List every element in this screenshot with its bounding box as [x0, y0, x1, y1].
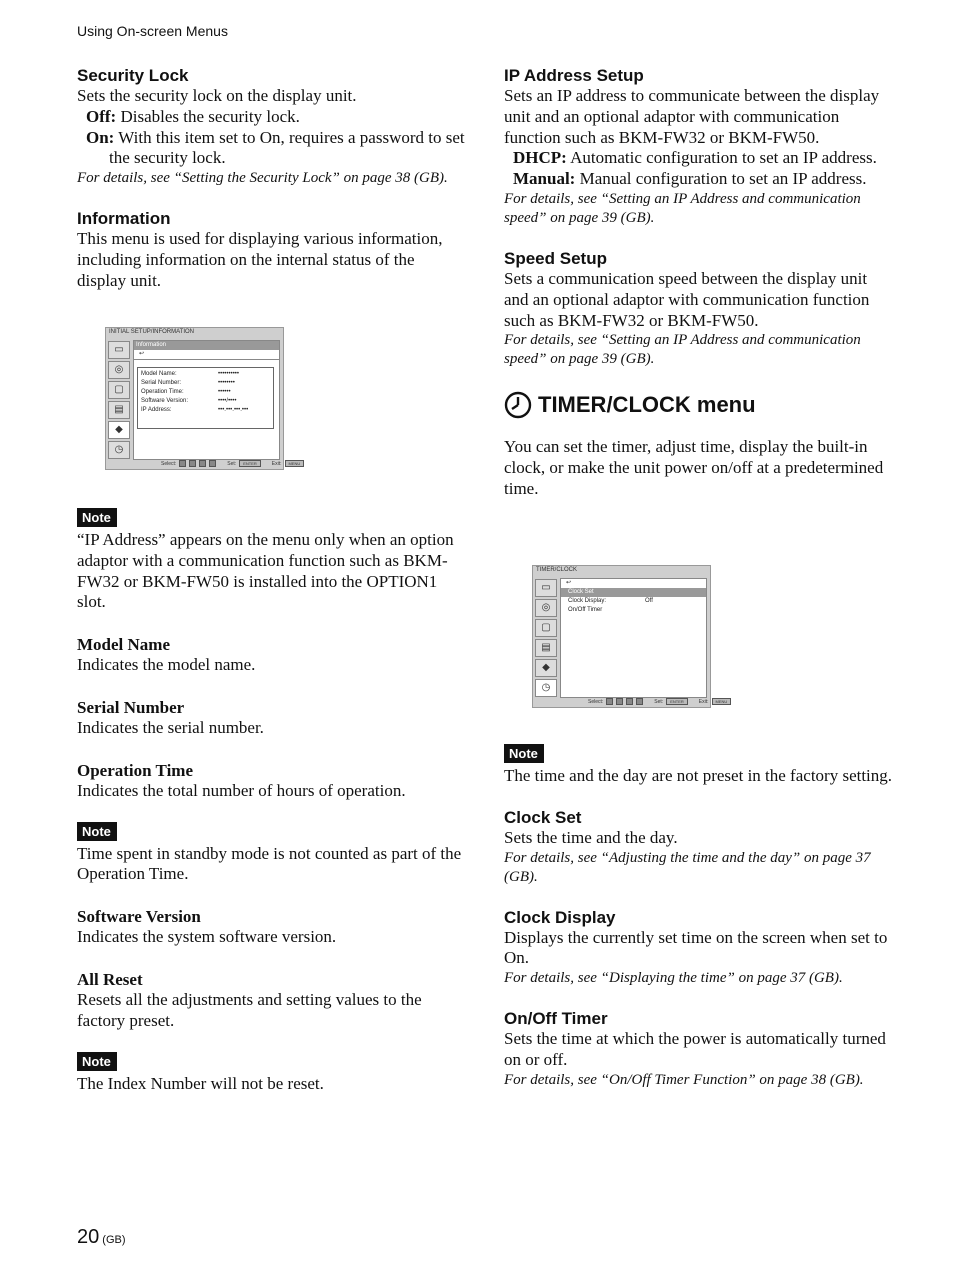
arrow-key-icon — [189, 460, 196, 467]
ip-setup-desc: Sets an IP address to communicate between the display unit and an optional adaptor with communication function such as BKM-FW32 or BKM-FW50. — [504, 86, 880, 147]
osd-tab-column — [535, 578, 557, 699]
clock-display-ref: For details, see “Displaying the time” on page 37 (GB). — [504, 970, 843, 987]
timer-clock-title: TIMER/CLOCK menu — [504, 391, 894, 419]
information-heading: Information — [77, 209, 171, 229]
ip-setup-ref: For details, see “Setting an IP Address and communication speed” on page 39 (GB). — [504, 190, 861, 226]
osd-row: Clock Display: Off — [568, 598, 653, 604]
osd-row: Software Version: ••••/•••• — [141, 398, 237, 404]
security-lock-off: Off: Disables the security lock. — [86, 106, 300, 126]
operation-time-desc: Indicates the total number of hours of operation. — [77, 780, 406, 800]
all-reset-heading: All Reset — [77, 969, 143, 989]
running-header: Using On-screen Menus — [77, 23, 228, 39]
timer-clock-menu-screenshot — [532, 565, 728, 708]
note-badge: Note — [77, 1052, 117, 1071]
arrow-key-icon — [626, 698, 633, 705]
page-number: 20 (GB) — [77, 1226, 126, 1248]
osd-header-label: Information — [134, 341, 279, 350]
model-name-heading: Model Name — [77, 635, 171, 655]
osd-title: INITIAL SETUP/INFORMATION — [109, 329, 195, 335]
information-desc: This menu is used for displaying various information, including information on the internal status of the display unit. — [77, 229, 443, 290]
right-column — [504, 66, 894, 500]
software-version-heading: Software Version — [77, 907, 201, 927]
ip-setup-heading: IP Address Setup — [504, 66, 644, 85]
left-column-lower — [77, 508, 467, 1094]
timer-intro: You can set the timer, adjust time, display the built-in clock, or make the unit power on/off at a predetermined time. — [504, 437, 884, 498]
speed-setup-desc: Sets a communication speed between the display unit and an optional adaptor with communication function such as BKM-FW32 or BKM-FW50. — [504, 268, 870, 330]
osd-row: Model Name: •••••••••• — [141, 371, 240, 377]
ip-setup-dhcp: DHCP: Automatic configuration to set an IP address. — [513, 148, 877, 168]
speed-setup-ref: For details, see “Setting an IP Address and communication speed” on page 39 (GB). — [504, 332, 861, 368]
clock-icon — [504, 391, 532, 419]
arrow-key-icon — [179, 460, 186, 467]
osd-row: On/Off Timer — [568, 607, 603, 613]
audio-tab-icon: ◎ — [535, 599, 557, 617]
clock-tab-icon: ◷ — [535, 679, 557, 697]
setup-tab-icon: ▤ — [535, 639, 557, 657]
arrow-key-icon — [616, 698, 623, 705]
security-lock-desc: Sets the security lock on the display unit. — [77, 86, 357, 105]
operation-time-heading: Operation Time — [77, 760, 194, 780]
osd-footer: Select: Set: ENTER Exit: MENU — [161, 460, 304, 467]
arrow-key-icon — [606, 698, 613, 705]
clock-set-heading: Clock Set — [504, 807, 582, 827]
software-version-desc: Indicates the system software version. — [77, 927, 337, 947]
security-lock-ref: For details, see “Setting the Security Lock” on page 38 (GB). — [77, 170, 448, 187]
osd-row: Serial Number: •••••••• — [141, 380, 235, 386]
osd-pane — [560, 578, 707, 698]
serial-number-heading: Serial Number — [77, 697, 185, 717]
note-badge: Note — [77, 508, 117, 527]
osd-back-icon: ↩ — [134, 350, 279, 360]
model-name-desc: Indicates the model name. — [77, 655, 256, 675]
security-lock-heading: Security Lock — [77, 66, 189, 85]
screen-tab-icon: ▢ — [108, 381, 130, 399]
osd-row: Operation Time: •••••• — [141, 389, 231, 395]
arrow-key-icon — [636, 698, 643, 705]
clock-set-ref: For details, see “Adjusting the time and the day” on page 37 (GB). — [504, 849, 871, 885]
osd-row: IP Address: •••.•••.•••.••• — [141, 407, 249, 413]
note-badge: Note — [77, 822, 117, 841]
setup-tab-icon: ▤ — [108, 401, 130, 419]
note-time-not-preset: The time and the day are not preset in the factory setting. — [504, 766, 893, 785]
clock-set-desc: Sets the time and the day. — [504, 827, 678, 847]
picture-tab-icon: ▭ — [535, 579, 557, 597]
osd-pane — [133, 340, 280, 460]
note-standby: Time spent in standby mode is not counted as part of the Operation Time. — [77, 843, 462, 884]
all-reset-desc: Resets all the adjustments and setting values to the factory preset. — [77, 989, 422, 1030]
screen-tab-icon: ▢ — [535, 619, 557, 637]
note-badge: Note — [504, 744, 544, 763]
arrow-key-icon — [209, 460, 216, 467]
note-ip-address: “IP Address” appears on the menu only when an option adaptor with a communication function such as BKM-FW32 or BKM-FW50 is installed into the OPTION1 slot. — [77, 530, 454, 612]
serial-number-desc: Indicates the serial number. — [77, 717, 264, 737]
left-column — [77, 66, 467, 292]
clock-display-heading: Clock Display — [504, 907, 616, 927]
osd-row: Clock Set — [561, 588, 706, 597]
osd-back-icon: ↩ — [566, 580, 572, 586]
on-off-timer-heading: On/Off Timer — [504, 1009, 608, 1029]
arrow-key-icon — [199, 460, 206, 467]
clock-tab-icon: ◷ — [108, 441, 130, 459]
security-lock-on: On: With this item set to On, requires a password to set the security lock. — [86, 127, 465, 168]
osd-title: TIMER/CLOCK — [536, 567, 578, 573]
info-tab-icon: ◆ — [535, 659, 557, 677]
info-tab-icon: ◆ — [108, 421, 130, 439]
right-column-lower — [504, 744, 894, 1090]
osd-tab-column — [108, 340, 130, 461]
note-index-number: The Index Number will not be reset. — [77, 1073, 324, 1093]
osd-info-box — [137, 367, 274, 429]
ip-setup-manual: Manual: Manual configuration to set an IP address. — [513, 169, 867, 189]
information-menu-screenshot — [105, 327, 301, 470]
clock-display-desc: Displays the currently set time on the screen when set to On. — [504, 927, 888, 968]
speed-setup-heading: Speed Setup — [504, 248, 607, 268]
on-off-timer-desc: Sets the time at which the power is automatically turned on or off. — [504, 1029, 886, 1069]
picture-tab-icon: ▭ — [108, 341, 130, 359]
audio-tab-icon: ◎ — [108, 361, 130, 379]
on-off-timer-ref: For details, see “On/Off Timer Function” on page 38 (GB). — [504, 1071, 864, 1088]
osd-footer: Select: Set: ENTER Exit: MENU — [588, 698, 731, 705]
